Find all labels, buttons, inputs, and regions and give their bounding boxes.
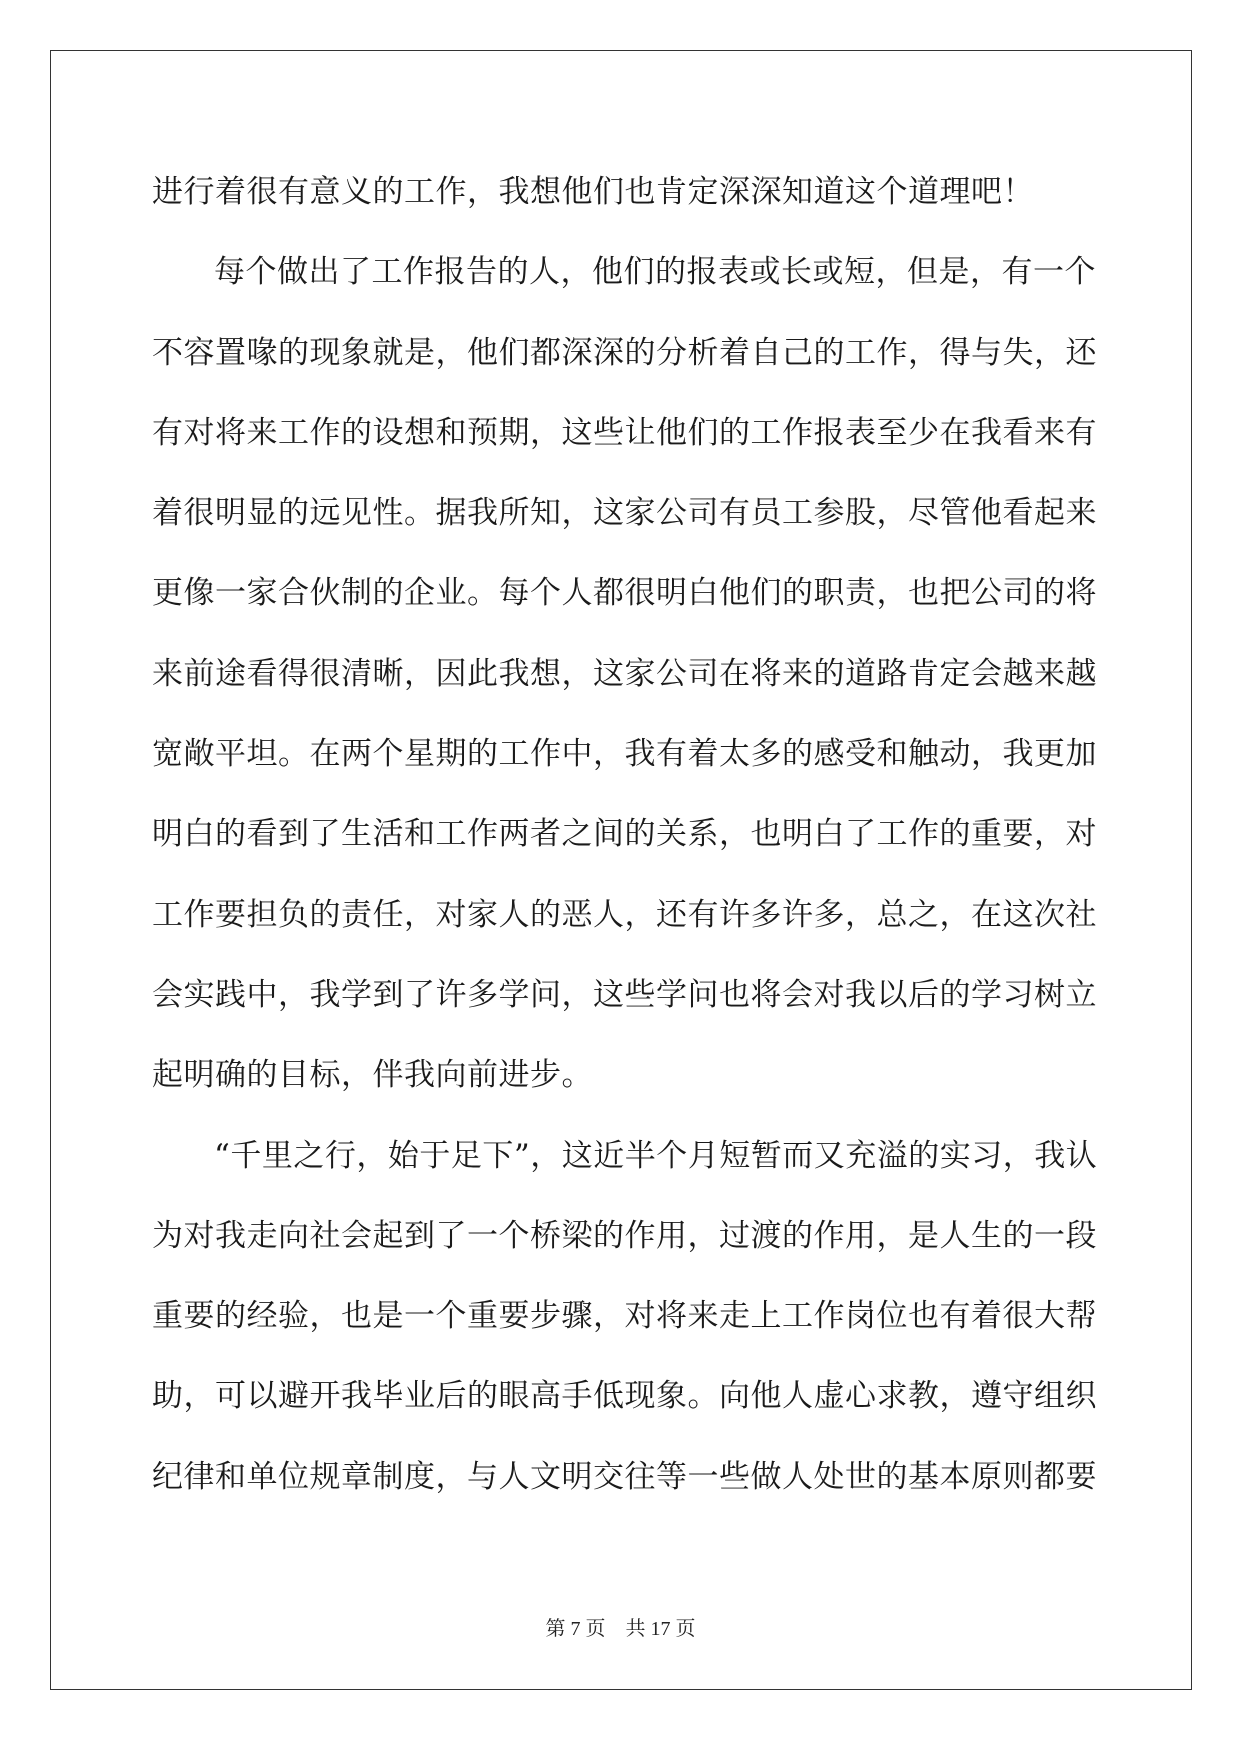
text-line: “千里之行，始于足下”，这近半个月短暂而又充溢的实习，我认 bbox=[214, 1137, 1098, 1174]
text-line: 明白的看到了生活和工作两者之间的关系，也明白了工作的重要，对 bbox=[152, 816, 1097, 853]
document-body bbox=[152, 162, 1098, 1527]
page-number-footer: 第 7 页 共 17 页 bbox=[545, 1618, 696, 1640]
text-line: 重要的经验，也是一个重要步骤，对将来走上工作岗位也有着很大帮 bbox=[152, 1298, 1097, 1335]
text-line: 纪律和单位规章制度，与人文明交往等一些做人处世的基本原则都要 bbox=[152, 1458, 1097, 1495]
text-line: 来前途看得很清晰，因此我想，这家公司在将来的道路肯定会越来越 bbox=[152, 655, 1097, 692]
text-line: 起明确的目标，伴我向前进步。 bbox=[152, 1057, 593, 1094]
text-line: 宽敞平坦。在两个星期的工作中，我有着太多的感受和触动，我更加 bbox=[152, 736, 1097, 773]
text-line: 有对将来工作的设想和预期，这些让他们的工作报表至少在我看来有 bbox=[152, 414, 1097, 451]
text-line: 进行着很有意义的工作，我想他们也肯定深深知道这个道理吧！ bbox=[152, 174, 1034, 210]
text-line: 会实践中，我学到了许多学问，这些学问也将会对我以后的学习树立 bbox=[152, 976, 1097, 1013]
text-line: 为对我走向社会起到了一个桥梁的作用，过渡的作用，是人生的一段 bbox=[152, 1217, 1097, 1254]
text-line: 不容置喙的现象就是，他们都深深的分析着自己的工作，得与失，还 bbox=[152, 334, 1097, 371]
text-line: 着很明显的远见性。据我所知，这家公司有员工参股，尽管他看起来 bbox=[152, 495, 1097, 532]
text-line: 每个做出了工作报告的人，他们的报表或长或短，但是，有一个 bbox=[214, 254, 1096, 291]
text-line: 更像一家合伙制的企业。每个人都很明白他们的职责，也把公司的将 bbox=[152, 575, 1097, 612]
text-line: 工作要担负的责任，对家人的恶人，还有许多许多，总之，在这次社 bbox=[152, 896, 1097, 933]
text-line: 助，可以避开我毕业后的眼高手低现象。向他人虚心求教，遵守组织 bbox=[152, 1378, 1097, 1415]
